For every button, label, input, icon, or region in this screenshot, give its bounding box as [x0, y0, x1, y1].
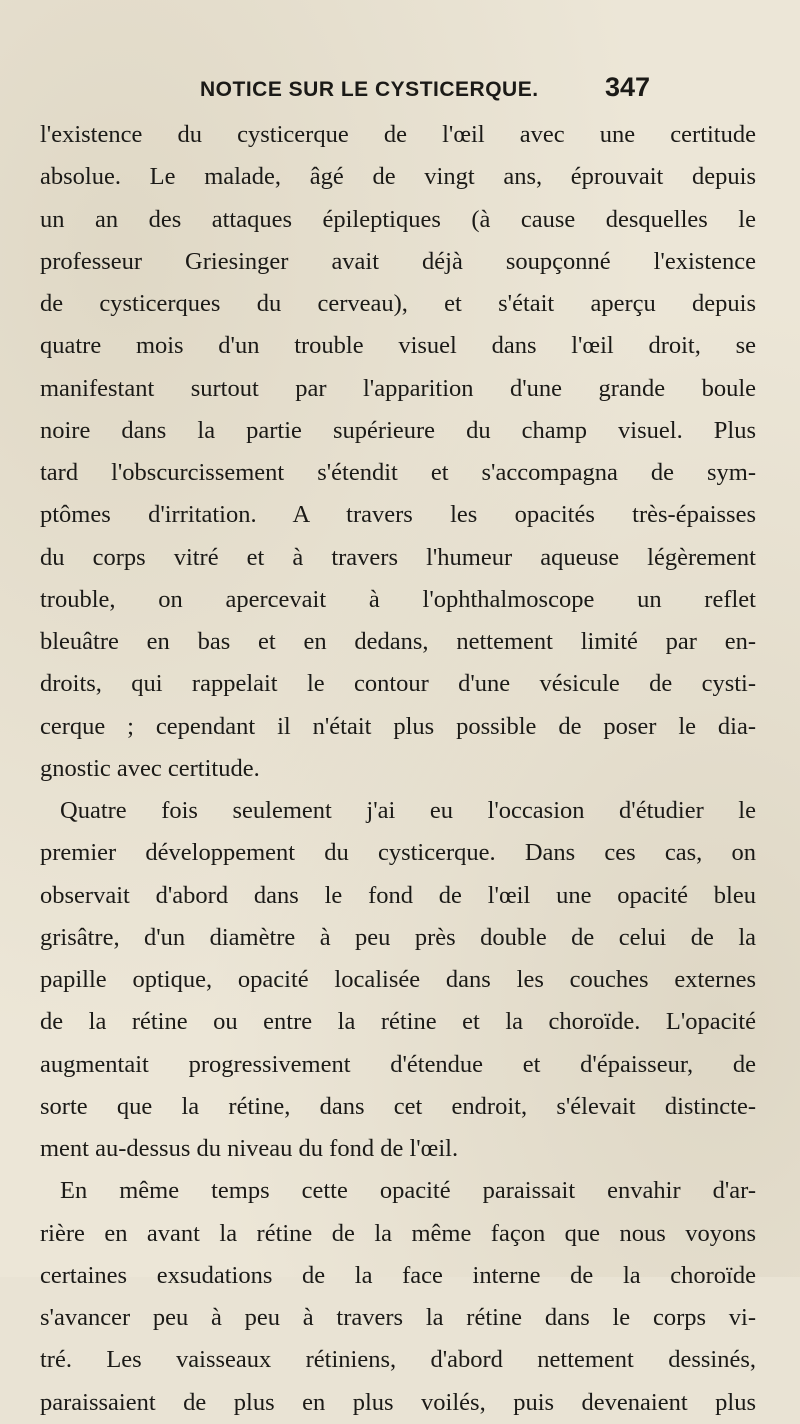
page-number: 347 [604, 72, 650, 102]
paragraph-first-line: Quatre fois seulement j'ai eu l'occasion d'étudier le [60, 797, 756, 824]
text-line: rière en avant la rétine de la même façon que nous voyons [40, 1219, 756, 1247]
text-line: papille optique, opacité localisée dans les couches externes [40, 966, 756, 993]
text-line: bleuâtre en bas et en dedans, nettement limité par en- [40, 628, 756, 655]
running-head [200, 72, 650, 106]
text-line: cerque ; cependant il n'était plus possible de poser le dia- [40, 712, 756, 740]
body-text [40, 114, 756, 1424]
text-line: noire dans la partie supérieure du champ visuel. Plus [40, 416, 756, 444]
text-line: sorte que la rétine, dans cet endroit, s'élevait distincte- [40, 1092, 756, 1120]
paragraph-end-line: ment au-dessus du niveau du fond de l'œil. [40, 1135, 459, 1162]
text-line: professeur Griesinger avait déjà soupçonné l'existence [40, 247, 756, 275]
text-line: paraissaient de plus en plus voilés, puis devenaient plus [40, 1388, 756, 1416]
text-line: augmentait progressivement d'étendue et d'épaisseur, de [40, 1050, 756, 1078]
text-line: l'existence du cysticerque de l'œil avec une certitude [40, 121, 756, 148]
text-line: manifestant surtout par l'apparition d'une grande boule [40, 374, 756, 402]
text-line: droits, qui rappelait le contour d'une vésicule de cysti- [40, 670, 756, 698]
text-line: tard l'obscurcissement s'étendit et s'accompagna de sym- [40, 459, 756, 486]
paragraph-first-line: En même temps cette opacité paraissait envahir d'ar- [60, 1177, 756, 1205]
text-line: grisâtre, d'un diamètre à peu près double de celui de la [40, 923, 756, 951]
text-line: observait d'abord dans le fond de l'œil une opacité bleu [40, 881, 756, 909]
text-line: quatre mois d'un trouble visuel dans l'œil droit, se [40, 332, 756, 360]
text-line: de cysticerques du cerveau), et s'était aperçu depuis [40, 290, 756, 317]
text-line: de la rétine ou entre la rétine et la choroïde. L'opacité [40, 1008, 756, 1036]
text-line: absolue. Le malade, âgé de vingt ans, éprouvait depuis [40, 163, 756, 191]
paragraph-end-line: gnostic avec certitude. [40, 754, 260, 782]
text-line: tré. Les vaisseaux rétiniens, d'abord nettement dessinés, [40, 1346, 756, 1374]
running-title: NOTICE SUR LE CYSTICERQUE. [200, 78, 539, 101]
text-line: du corps vitré et à travers l'humeur aqueuse légèrement [40, 543, 756, 571]
text-line: un an des attaques épileptiques (à cause desquelles le [40, 205, 756, 233]
text-line: trouble, on apercevait à l'ophthalmoscope un reflet [40, 585, 756, 613]
text-line: premier développement du cysticerque. Dans ces cas, on [40, 839, 756, 867]
text-line: certaines exsudations de la face interne de la choroïde [40, 1261, 756, 1289]
text-line: ptômes d'irritation. A travers les opacités très-épaisses [40, 501, 756, 529]
text-line: s'avancer peu à peu à travers la rétine dans le corps vi- [40, 1304, 756, 1331]
